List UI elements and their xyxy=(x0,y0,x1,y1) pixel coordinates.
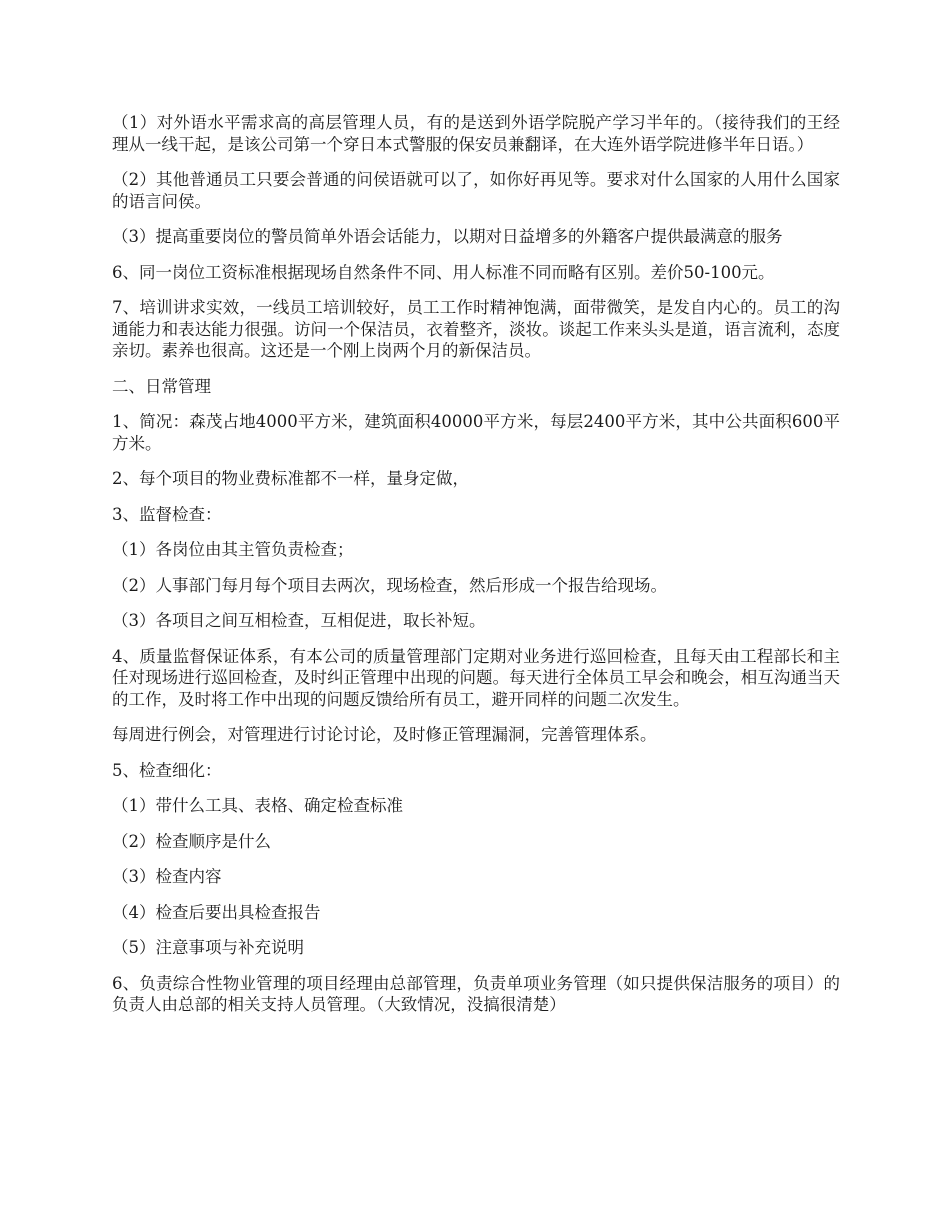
paragraph-weekly-meeting: 每周进行例会，对管理进行讨论讨论，及时修正管理漏洞，完善管理体系。 xyxy=(112,725,657,744)
paragraph-property-fee: 2、每个项目的物业费标准都不一样，量身定做， xyxy=(112,469,469,488)
paragraph-supervision-heading: 3、监督检查： xyxy=(112,504,222,524)
paragraph-foreign-language-managers: （1）对外语水平需求高的高层管理人员，有的是送到外语学院脱产学习半年的。（接待我们的王经理从一线干起，是该公司第一个穿日本式警服的保安员兼翻译，在大连外语学院进修半年日语。） xyxy=(112,113,840,154)
list-item-inspection-order: （2）检查顺序是什么 xyxy=(112,831,271,851)
list-item-inspection-report: （4）检查后要出具检查报告 xyxy=(112,902,321,922)
paragraph-quality-system: 4、质量监督保证体系，有本公司的质量管理部门定期对业务进行巡回检查，且每天由工程部长和主任对现场进行巡回检查，及时纠正管理中出现的问题。每天进行全体员工早会和晚会，相互沟通当天的工作，及时将工作中出现的问题反馈给所有员工，避开同样的问题二次发生。 xyxy=(112,646,840,709)
paragraph-inspection-detail-heading: 5、检查细化： xyxy=(112,760,222,780)
list-item-inspection-content: （3）检查内容 xyxy=(112,867,222,886)
paragraph-key-post-conversation: （3）提高重要岗位的警员简单外语会话能力，以期对日益增多的外籍客户提供最满意的服务 xyxy=(112,227,783,246)
paragraph-training-results: 7、培训讲求实效，一线员工培训较好，员工工作时精神饱满，面带微笑，是发自内心的。员工的沟通能力和表达能力很强。访问一个保洁员，衣着整齐，淡妆。谈起工作来头头是道，语言流利，态度亲切。素养也很高。这还是一个刚上岗两个月的新保洁员。 xyxy=(112,298,840,360)
list-item-tools-forms: （1）带什么工具、表格、确定检查标准 xyxy=(112,796,403,815)
paragraph-wage-standard: 6、同一岗位工资标准根据现场自然条件不同、用人标准不同而略有区别。差价50-100元。 xyxy=(112,262,775,282)
paragraph-ordinary-staff-greetings: （2）其他普通员工只要会普通的问侯语就可以了，如你好再见等。要求对什么国家的人用什么国家的语言问侯。 xyxy=(112,170,840,211)
paragraph-project-manager: 6、负责综合性物业管理的项目经理由总部管理，负责单项业务管理（如只提供保洁服务的项目）的负责人由总部的相关支持人员管理。（大致情况，没搞很清楚） xyxy=(112,973,840,1014)
list-item-supervisor-check: （1）各岗位由其主管负责检查； xyxy=(112,540,354,559)
list-item-mutual-check: （3）各项目之间互相检查，互相促进，取长补短。 xyxy=(112,611,486,630)
list-item-hr-check: （2）人事部门每月每个项目去两次，现场检查，然后形成一个报告给现场。 xyxy=(112,575,667,595)
section-heading-daily-management: 二、日常管理 xyxy=(112,376,211,396)
list-item-notes: （5）注意事项与补充说明 xyxy=(112,938,304,957)
document-body xyxy=(112,112,840,1030)
paragraph-overview: 1、简况：森茂占地4000平方米，建筑面积40000平方米，每层2400平方米，其中公共面积600平方米。 xyxy=(112,412,840,453)
